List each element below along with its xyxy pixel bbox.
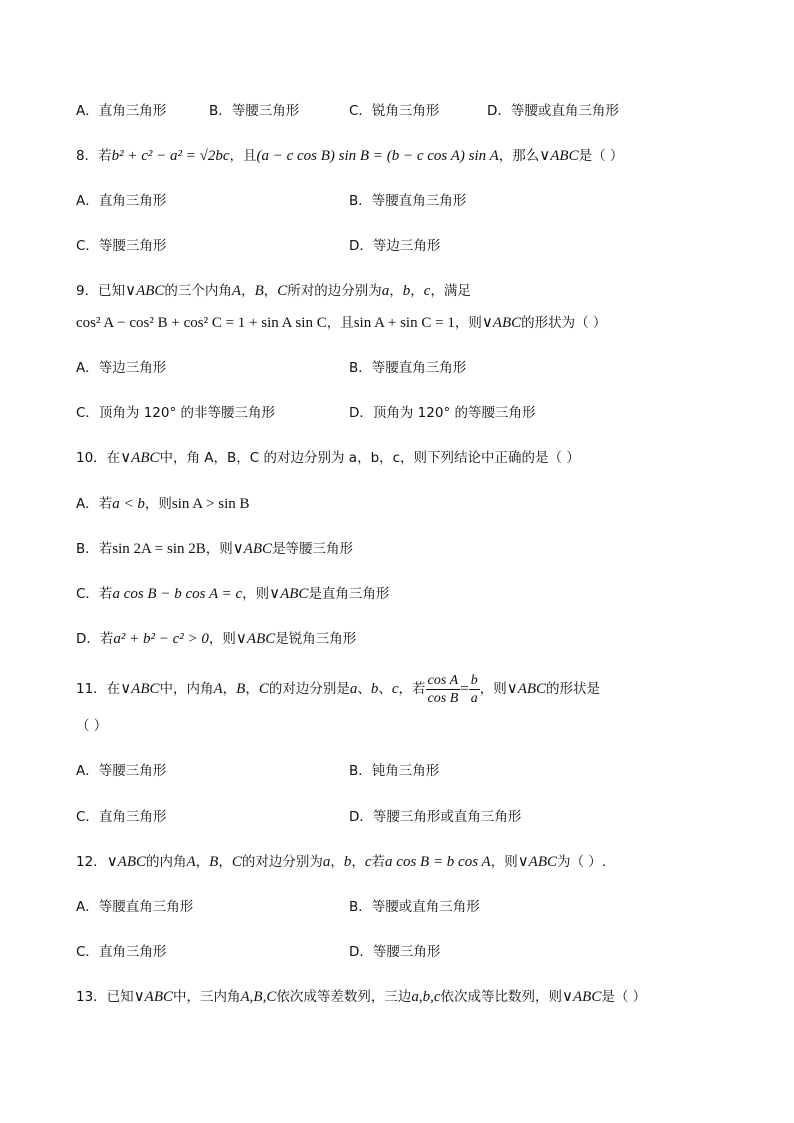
q11-option-c: C．直角三角形 [76, 809, 167, 825]
question-9-stem-line1: 9．已知∨ABC的三个内角A，B，C所对的边分别为a，b，c，满足 [76, 283, 471, 299]
question-11-stem: 11．在∨ABC中，内角A，B，C的对边分别是a、b、c，若 $\frac{\text{cos A}}{\text{cos B}}$ = $\frac{b}{a}$ ，则∨ABC的形状是 [76, 672, 601, 706]
question-8-stem: 8．若b² + c² − a² = √2bc，且(a − c cos B) sin B = (b − c cos A) sin A，那么∨ABC是（ ） [76, 148, 624, 164]
q12-option-a: A．等腰直角三角形 [76, 899, 194, 915]
option-b: B．等腰三角形 [209, 103, 300, 119]
q8-option-c: C．等腰三角形 [76, 238, 167, 254]
q8-option-b: B．等腰直角三角形 [349, 193, 467, 209]
q9-option-a: A．等边三角形 [76, 360, 167, 376]
question-12-stem: 12．∨ABC的内角A，B，C的对边分别为a，b，c若a cos B = b cos A，则∨ABC为（ ）. [76, 854, 607, 870]
q11-option-a: A．等腰三角形 [76, 763, 167, 779]
q8-option-a: A．直角三角形 [76, 193, 167, 209]
fraction-b-a: $\frac{b}{a}$ [470, 672, 478, 706]
q12-option-c: C．直角三角形 [76, 944, 167, 960]
option-a: A．直角三角形 [76, 103, 167, 119]
q9-option-d: D．顶角为 120° 的等腰三角形 [349, 405, 536, 421]
q11-option-d: D．等腰三角形或直角三角形 [349, 809, 522, 825]
q12-option-b: B．等腰或直角三角形 [349, 899, 480, 915]
question-11-paren: （ ） [76, 718, 108, 734]
q9-option-c: C．顶角为 120° 的非等腰三角形 [76, 405, 276, 421]
option-d: D．等腰或直角三角形 [487, 103, 619, 119]
q8-option-d: D．等边三角形 [349, 238, 441, 254]
option-c: C．锐角三角形 [349, 103, 440, 119]
q12-option-d: D．等腰三角形 [349, 944, 441, 960]
q10-option-a: A．若a < b，则sin A > sin B [76, 496, 250, 512]
q9-option-b: B．等腰直角三角形 [349, 360, 467, 376]
q10-option-c: C．若a cos B − b cos A = c，则∨ABC是直角三角形 [76, 586, 390, 602]
q10-option-b: B．若sin 2A = sin 2B，则∨ABC是等腰三角形 [76, 541, 354, 557]
q10-option-d: D．若a² + b² − c² > 0，则∨ABC是锐角三角形 [76, 631, 357, 647]
fraction-cosA-cosB: $\frac{\text{cos A}}{\text{cos B}}$ [427, 672, 459, 706]
q11-option-b: B．钝角三角形 [349, 763, 440, 779]
question-13-stem: 13．已知∨ABC中，三内角A,B,C依次成等差数列，三边a,b,c依次成等比数列，则∨ABC是（ ） [76, 989, 647, 1005]
question-10-stem: 10．在∨ABC中，角 A，B，C 的对边分别为 a，b，c，则下列结论中正确的是（ ） [76, 450, 580, 466]
question-9-stem-line2: cos² A − cos² B + cos² C = 1 + sin A sin C，且sin A + sin C = 1，则∨ABC的形状为（ ） [76, 315, 607, 331]
